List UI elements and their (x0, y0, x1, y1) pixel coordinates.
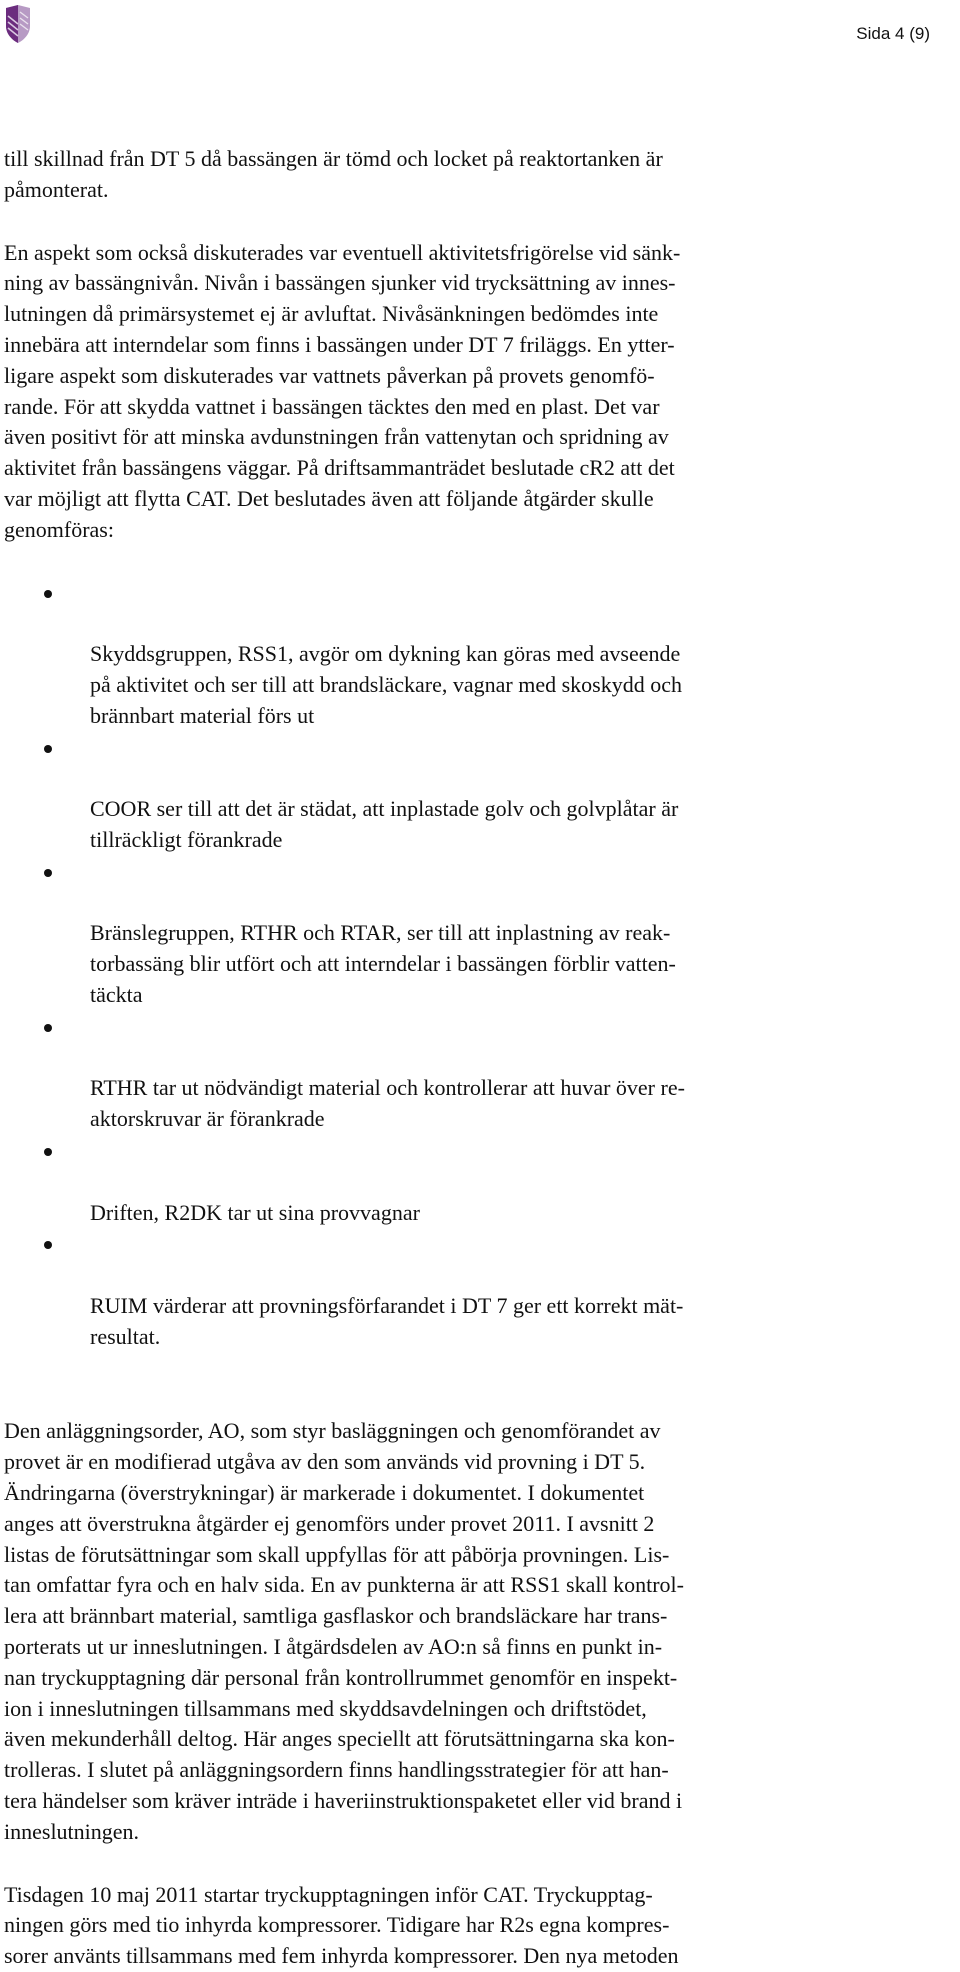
bullet-icon (44, 590, 52, 598)
list-item-text: COOR ser till att det är städat, att inplastade golv och golvplåtar är tillräckligt förankrade (90, 796, 679, 852)
bullet-icon (44, 1241, 52, 1249)
list-item (4, 1012, 864, 1135)
action-list (4, 578, 864, 1353)
list-item-text: Skyddsgruppen, RSS1, avgör om dykning kan göras med avseende på aktivitet och ser till att brandsläckare, vagnar med skoskydd och brännbart material förs ut (90, 641, 682, 728)
list-item (4, 1136, 864, 1228)
paragraph: En aspekt som också diskuterades var eventuell aktivitetsfrigörelse vid sänk- ning av bassängnivån. Nivån i bassängen sjunker vid trycksättning av innes- lutningen då primärsystemet ej är avluftat. Nivåsänkningen bedömdes inte innebära att interndelar som finns i bassängen under DT 7 friläggs. En ytter- ligare aspekt som diskuterades var vattnets påverkan på provets genomfö- rande. För att skydda vattnet i bassängen täcktes den med en plast. Det var även positivt för att minska avdunstningen från vattenytan och spridning av aktivitet från bassängens väggar. På driftsammanträdet beslutade cR2 att det var möjligt att flytta CAT. Det beslutades även att följande åtgärder skulle genomföras: (4, 239, 681, 542)
list-item-text: RTHR tar ut nödvändigt material och kontrollerar att huvar över re- aktorskruvar är förankrade (90, 1075, 685, 1132)
list-item (4, 857, 864, 1011)
list-item-text: Bränslegruppen, RTHR och RTAR, ser till att inplastning av reak- torbassäng blir utfört och att interndelar i bassängen förblir vatten- täckta (90, 920, 676, 1007)
list-item (4, 578, 864, 732)
paragraph: Den anläggningsorder, AO, som styr basläggningen och genomförandet av provet är en modifierad utgåva av den som används vid provning i DT 5. Ändringarna (överstrykningar) är markerade i dokumentet. I dokumentet anges att överstrukna åtgärder ej genomförs under provet 2011. I avsnitt 2 listas de förutsättningar som skall uppfyllas för att påbörja provningen. Lis- tan omfattar fyra och en halv sida. En av punkterna är att RSS1 skall kontrol- lera att brännbart material, samtliga gasflaskor och brandsläckare har trans- porterats ut ur inneslutningen. I åtgärdsdelen av AO:n så finns en punkt in- nan tryckupptagning där personal från kontrollrummet genomför en inspekt- ion i inneslutningen tillsammans med skyddsavdelningen och driftstödet, även mekunderhåll deltog. Här anges speciellt att förutsättningarna ska kon- trolleras. I slutet på anläggningsordern finns handlingsstrategier för att han- tera händelser som kräver inträde i haveriinstruktionspaketet eller vid brand i inneslutningen. (4, 1418, 684, 1844)
bullet-icon (44, 745, 52, 753)
list-item-text: Driften, R2DK tar ut sina provvagnar (90, 1199, 420, 1225)
bullet-icon (44, 869, 52, 877)
list-item-text: RUIM värderar att provningsförfarandet i DT 7 ger ett korrekt mät- resultat. (90, 1292, 684, 1349)
shield-logo-icon (4, 4, 32, 44)
document-body (4, 144, 864, 1972)
paragraph: Tisdagen 10 maj 2011 startar tryckupptagningen inför CAT. Tryckupptag- ningen görs med tio inhyrda kompressorer. Tidigare har R2s egna kompres- sorer använts tillsammans med fem inhyrda kompressorer. Den nya metoden (4, 1881, 679, 1969)
paragraph: till skillnad från DT 5 då bassängen är tömd och locket på reaktortanken är påmonterat. (4, 146, 663, 202)
list-item (4, 1229, 864, 1352)
list-item (4, 733, 864, 856)
bullet-icon (44, 1024, 52, 1032)
bullet-icon (44, 1148, 52, 1156)
page-number: Sida 4 (9) (856, 24, 930, 43)
